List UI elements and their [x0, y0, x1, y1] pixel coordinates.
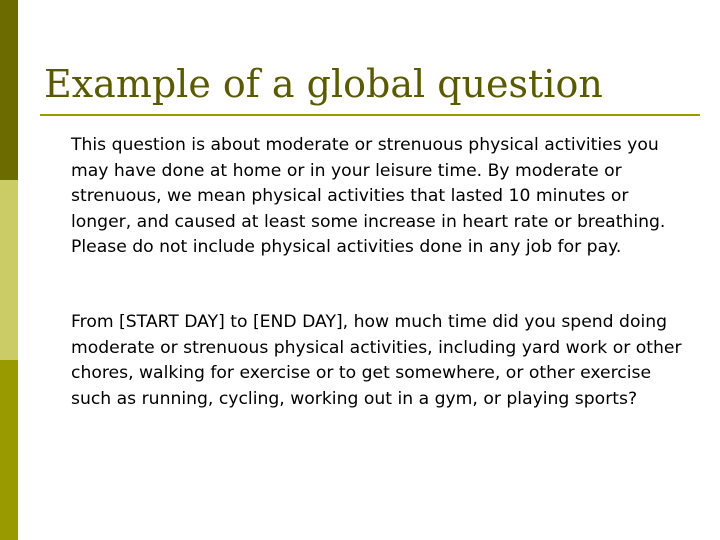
slide-title: Example of a global question [44, 62, 603, 106]
paragraph-question: From [START DAY] to [END DAY], how much time did you spend doing moderate or strenuous physical activities, including yard work or other chores, walking for exercise or to get somewhere, or other exercise such as running, cycling, working out in a gym, or playing sports? [71, 312, 682, 409]
sidebar-segment-bottom [0, 360, 18, 540]
title-underline-divider [40, 114, 700, 116]
sidebar-segment-middle [0, 180, 18, 360]
sidebar-segment-top [0, 0, 18, 180]
paragraph-intro: This question is about moderate or strenuous physical activities you may have done at home or in your leisure time. By moderate or strenuous, we mean physical activities that lasted 10 minutes or longer, and caused at least some increase in heart rate or breathing. Please do not include physical activities done in any job for pay. [71, 135, 666, 257]
sidebar-accent-bar [0, 0, 18, 540]
